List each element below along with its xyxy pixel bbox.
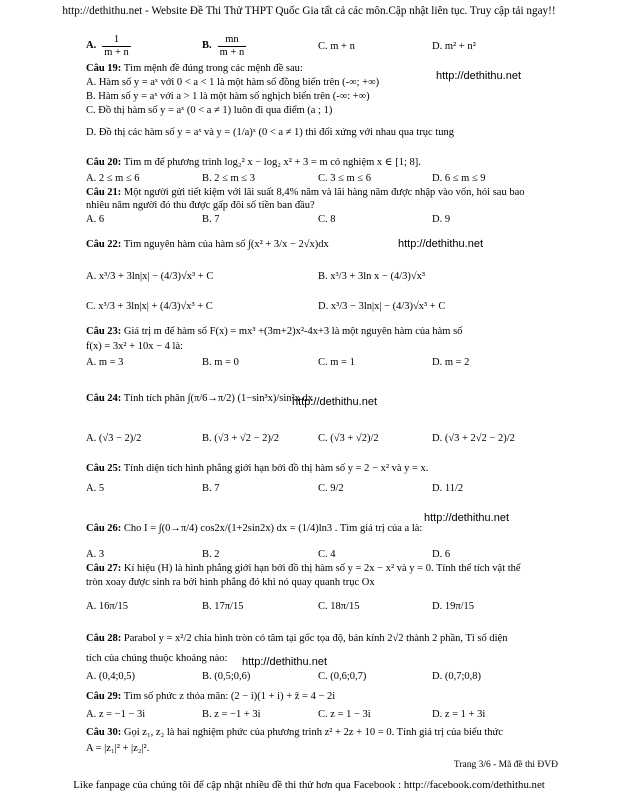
q23-option-a: A. m = 3	[86, 357, 124, 368]
q29-options	[86, 708, 576, 728]
q20-option-d: D. 6 ≤ m ≤ 9	[432, 173, 486, 184]
q19-stem: Câu 19: Tìm mệnh đề đúng trong các mệnh đề sau:	[86, 63, 303, 74]
q29-option-d: D. z = 1 + 3i	[432, 709, 486, 720]
page-number: Trang 3/6 - Mã đề thi ĐVĐ	[453, 760, 558, 770]
q28-options	[86, 670, 576, 690]
q27-option-b: B. 17π/15	[202, 601, 244, 612]
q22-options-ab	[86, 270, 576, 290]
q24-option-d: D. (√3 + 2√2 − 2)/2	[432, 433, 515, 444]
q29-stem: Câu 29: Tìm số phức z thỏa mãn: (2 − i)(1 + i) + z̄ = 4 − 2i	[86, 691, 336, 702]
q29-option-c: C. z = 1 − 3i	[318, 709, 371, 720]
q21-option-a: A. 6	[86, 214, 105, 225]
q26-stem: Câu 26: Cho I = ∫(0→π/4) cos2x/(1+2sin2x) dx = (1/4)ln3 . Tìm giá trị của a là:	[86, 523, 423, 534]
q21-option-b: B. 7	[202, 214, 220, 225]
q23-stem-2: f(x) = 3x² + 10x − 4 là:	[86, 341, 184, 352]
watermark-5: http://dethithu.net	[242, 656, 328, 668]
q23-option-d: D. m = 2	[432, 357, 470, 368]
q30-stem-1: Câu 30: Gọi z₁, z₂ là hai nghiệm phức của phương trình z² + 2z + 10 = 0. Tính giá trị của biểu thức	[86, 727, 503, 738]
q25-stem: Câu 25: Tính diện tích hình phẳng giới hạn bởi đồ thị hàm số y = 2 − x² và y = x.	[86, 463, 429, 474]
q20-option-a: A. 2 ≤ m ≤ 6	[86, 173, 140, 184]
q24-option-a: A. (√3 − 2)/2	[86, 433, 142, 444]
q21-option-c: C. 8	[318, 214, 336, 225]
q27-option-c: C. 18π/15	[318, 601, 360, 612]
q18-option-b: B. $\frac{mn}{m + n}$	[202, 34, 245, 58]
q27-option-d: D. 19π/15	[432, 601, 475, 612]
q19-option-c: C. Đồ thị hàm số y = aˣ (0 < a ≠ 1) luôn đi qua điểm (a ; 1)	[86, 105, 333, 116]
q18-option-d: D. m² + n²	[432, 41, 476, 52]
watermark-2: http://dethithu.net	[398, 238, 484, 250]
q24-stem: Câu 24: Tính tích phân ∫(π/6→π/2) (1−sin³x)/sin²x dx	[86, 393, 314, 404]
q19-option-b: B. Hàm số y = aˣ với a > 1 là một hàm số nghịch biến trên (-∞: +∞)	[86, 91, 370, 102]
q26-option-c: C. 4	[318, 549, 336, 560]
q24-option-c: C. (√3 + √2)/2	[318, 433, 379, 444]
q30-stem-2: A = |z₁|² + |z₂|².	[86, 743, 150, 754]
q28-option-b: B. (0,5;0,6)	[202, 671, 251, 682]
q29-option-a: A. z = −1 − 3i	[86, 709, 146, 720]
q24-option-b: B. (√3 + √2 − 2)/2	[202, 433, 280, 444]
q27-stem-1: Câu 27: Kí hiệu (H) là hình phẳng giới hạn bởi đồ thị hàm số y = 2x − x² và y = 0. Tính thể tích vật thể	[86, 563, 521, 574]
q29-option-b: B. z = −1 + 3i	[202, 709, 261, 720]
q25-option-a: A. 5	[86, 483, 105, 494]
q26-option-a: A. 3	[86, 549, 105, 560]
q25-option-d: D. 11/2	[432, 483, 464, 494]
q26-option-d: D. 6	[432, 549, 451, 560]
q21-stem-1: Câu 21: Một người gửi tiết kiệm với lãi suất 8,4% năm và lãi hàng năm được nhập vào vốn, hỏi sau bao	[86, 187, 525, 198]
q23-option-b: B. m = 0	[202, 357, 239, 368]
q21-option-d: D. 9	[432, 214, 451, 225]
q18-option-a: A. $\frac{1}{m + n}$	[86, 34, 129, 58]
q28-option-a: A. (0,4;0,5)	[86, 671, 135, 682]
q28-option-c: C. (0,6;0,7)	[318, 671, 367, 682]
q27-option-a: A. 16π/15	[86, 601, 129, 612]
q23-option-c: C. m = 1	[318, 357, 355, 368]
q21-stem-2: nhiêu năm người đó thu được gấp đôi số tiền ban đầu?	[86, 200, 315, 211]
q20-option-c: C. 3 ≤ m ≤ 6	[318, 173, 371, 184]
q24-options	[86, 432, 576, 452]
q20-stem: Câu 20: Tìm m để phương trình log₂² x − log₂ x² + 3 = m có nghiệm x ∈ [1; 8].	[86, 157, 421, 168]
q25-option-c: C. 9/2	[318, 483, 344, 494]
q28-stem-2: tích của chúng thuộc khoảng nào:	[86, 653, 228, 664]
q23-stem-1: Câu 23: Giá trị m để hàm số F(x) = mx³ +(3m+2)x²-4x+3 là một nguyên hàm của hàm số	[86, 326, 463, 337]
q22-options-cd	[86, 300, 576, 320]
q22-option-a: A. x³/3 + 3ln|x| − (4/3)√x³ + C	[86, 271, 214, 282]
q19-option-a: A. Hàm số y = aˣ với 0 < a < 1 là một hàm số đồng biến trên (-∞; +∞)	[86, 77, 380, 88]
q22-stem: Câu 22: Tìm nguyên hàm của hàm số ∫(x² + 3/x − 2√x)dx	[86, 239, 329, 250]
q18-option-c: C. m + n	[318, 41, 355, 52]
q27-stem-2: tròn xoay được sinh ra bởi hình phẳng đó khi nó quay quanh trục Ox	[86, 577, 375, 588]
q25-option-b: B. 7	[202, 483, 220, 494]
q22-option-c: C. x³/3 + 3ln|x| + (4/3)√x³ + C	[86, 301, 213, 312]
q19-option-d: D. Đồ thị các hàm số y = aˣ và y = (1/a)ˣ (0 < a ≠ 1) thì đối xứng với nhau qua trục tung	[86, 127, 455, 138]
q20-option-b: B. 2 ≤ m ≤ 3	[202, 173, 255, 184]
q25-options	[86, 482, 576, 502]
watermark-3: http://dethithu.net	[292, 396, 378, 408]
q21-options	[86, 213, 576, 233]
q27-options	[86, 600, 576, 620]
page-header: http://dethithu.net - Website Đề Thi Thử THPT Quốc Gia tất cả các môn.Cập nhật liên tục. Truy cập tải ngay!!	[62, 5, 556, 17]
watermark-4: http://dethithu.net	[424, 512, 510, 524]
q22-option-d: D. x³/3 − 3ln|x| − (4/3)√x³ + C	[318, 301, 446, 312]
q28-option-d: D. (0,7;0,8)	[432, 671, 481, 682]
q28-stem-1: Câu 28: Parabol y = x²/2 chia hình tròn có tâm tại gốc tọa độ, bán kính 2√2 thành 2 phần, Tỉ số diện	[86, 633, 508, 644]
watermark-1: http://dethithu.net	[436, 70, 522, 82]
q22-option-b: B. x³/3 + 3ln x − (4/3)√x³	[318, 271, 426, 282]
q26-option-b: B. 2	[202, 549, 220, 560]
q23-options	[86, 356, 576, 376]
page-footer: Like fanpage của chúng tôi để cập nhật nhiều đề thi thử hơn qua Facebook : http://facebook.com/dethithu.net	[73, 778, 545, 791]
q18-options	[86, 30, 576, 56]
